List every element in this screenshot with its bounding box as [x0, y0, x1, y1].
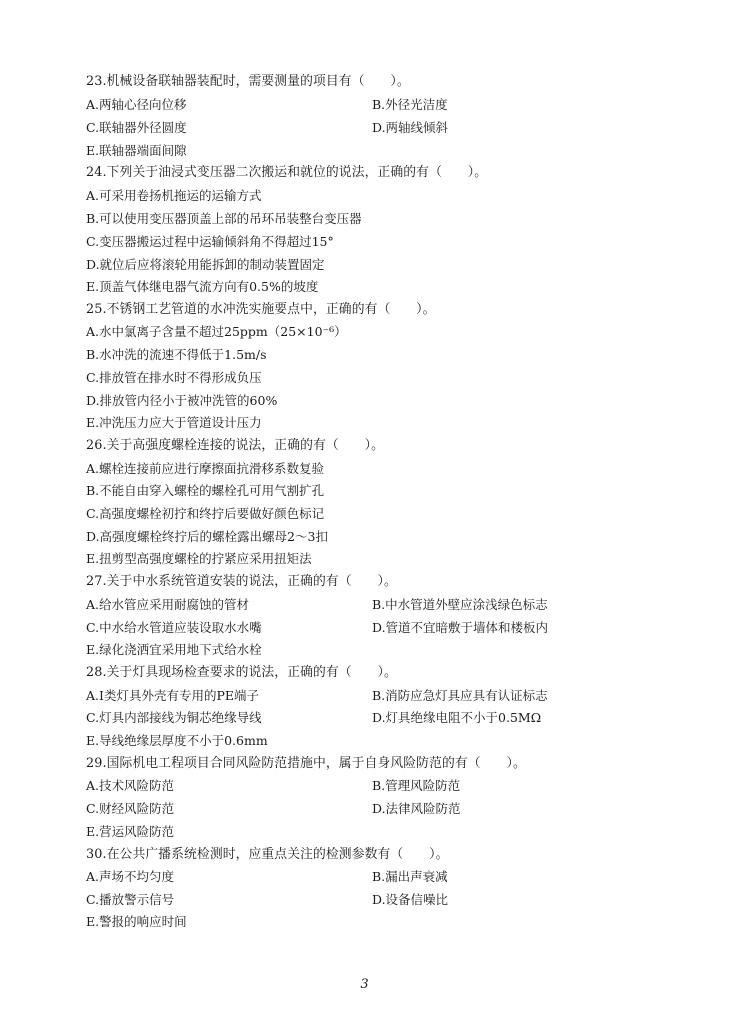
option-a: A.螺栓连接前应进行摩擦面抗滑移系数复验 — [86, 461, 325, 476]
option-b: B.可以使用变压器顶盖上部的吊环吊装整台变压器 — [86, 211, 362, 226]
option-d: D.灯具绝缘电阻不小于0.5MΩ — [372, 710, 542, 725]
option-e: E.营运风险防范 — [86, 824, 175, 839]
option-e: E.绿化浇洒宜采用地下式给水栓 — [86, 642, 262, 657]
question-25-stem: 25.不锈钢工艺管道的水冲洗实施要点中，正确的有（ ）。 — [86, 302, 436, 317]
option-b: B.漏出声衰减 — [372, 869, 448, 884]
option-a: A.声场不均匀度 — [86, 869, 175, 884]
option-e: E.扭剪型高强度螺栓的拧紧应采用扭矩法 — [86, 551, 312, 566]
option-e: E.警报的响应时间 — [86, 914, 187, 929]
option-d: D.两轴线倾斜 — [372, 120, 449, 135]
option-e: E.冲洗压力应大于管道设计压力 — [86, 415, 262, 430]
option-b: B.管理风险防范 — [372, 778, 461, 793]
option-a: A.技术风险防范 — [86, 778, 175, 793]
option-e: E.导线绝缘层厚度不小于0.6mm — [86, 733, 268, 748]
option-c: C.财经风险防范 — [86, 801, 175, 816]
option-a: A.两轴心径向位移 — [86, 97, 187, 112]
option-c: C.中水给水管道应装设取水水嘴 — [86, 620, 262, 635]
question-26-stem: 26.关于高强度螺栓连接的说法，正确的有（ ）。 — [86, 438, 384, 453]
question-30-stem: 30.在公共广播系统检测时，应重点关注的检测参数有（ ）。 — [86, 847, 449, 862]
option-e: E.顶盖气体继电器气流方向有0.5%的坡度 — [86, 279, 319, 294]
option-d: D.高强度螺栓终拧后的螺栓露出螺母2～3扣 — [86, 529, 328, 544]
option-a: A.给水管应采用耐腐蚀的管材 — [86, 597, 250, 612]
page-number: 3 — [360, 977, 369, 992]
option-a: A.Ⅰ类灯具外壳有专用的PE端子 — [86, 688, 259, 703]
option-d: D.管道不宜暗敷于墙体和楼板内 — [372, 620, 549, 635]
option-d: D.就位后应将滚轮用能拆卸的制动装置固定 — [86, 257, 325, 272]
option-c: C.高强度螺栓初拧和终拧后要做好颜色标记 — [86, 506, 325, 521]
option-a: A.可采用卷扬机拖运的运输方式 — [86, 188, 262, 203]
question-27-stem: 27.关于中水系统管道安装的说法，正确的有（ ）。 — [86, 574, 397, 589]
option-b: B.中水管道外壁应涂浅绿色标志 — [372, 597, 548, 612]
option-c: C.播放警示信号 — [86, 892, 175, 907]
option-d: D.排放管内径小于被冲洗管的60% — [86, 393, 278, 408]
option-b: B.水冲洗的流速不得低于1.5m/s — [86, 347, 267, 362]
option-a: A.水中氯离子含量不超过25ppm（25×10⁻⁶） — [86, 324, 347, 339]
option-c: C.联轴器外径圆度 — [86, 120, 187, 135]
option-e: E.联轴器端面间隙 — [86, 143, 187, 158]
option-b: B.消防应急灯具应具有认证标志 — [372, 688, 548, 703]
option-b: B.不能自由穿入螺栓的螺栓孔可用气割扩孔 — [86, 483, 325, 498]
question-28-stem: 28.关于灯具现场检查要求的说法，正确的有（ ）。 — [86, 665, 397, 680]
question-29-stem: 29.国际机电工程项目合同风险防范措施中，属于自身风险防范的有（ ）。 — [86, 756, 526, 771]
option-d: D.法律风险防范 — [372, 801, 461, 816]
question-23-stem: 23.机械设备联轴器装配时，需要测量的项目有（ ）。 — [86, 74, 410, 89]
question-24-stem: 24.下列关于油浸式变压器二次搬运和就位的说法，正确的有（ ）。 — [86, 165, 488, 180]
option-d: D.设备信噪比 — [372, 892, 449, 907]
option-b: B.外径光洁度 — [372, 97, 448, 112]
option-c: C.变压器搬运过程中运输倾斜角不得超过15° — [86, 234, 334, 249]
option-c: C.排放管在排水时不得形成负压 — [86, 370, 262, 385]
option-c: C.灯具内部接线为铜芯绝缘导线 — [86, 710, 262, 725]
